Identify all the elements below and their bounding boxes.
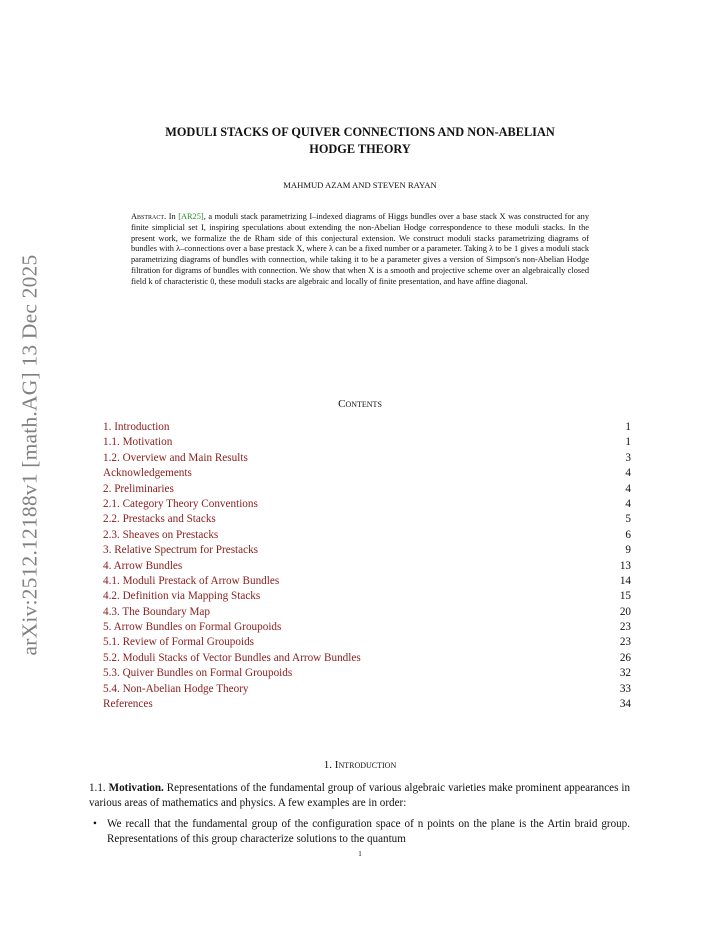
- paper-title: [100, 124, 620, 158]
- toc-row[interactable]: [103, 682, 631, 697]
- toc-row[interactable]: [103, 589, 631, 604]
- toc-page-number: 1: [625, 436, 631, 449]
- toc-row[interactable]: [103, 605, 631, 620]
- toc-row[interactable]: [103, 559, 631, 574]
- abstract-citation-link[interactable]: [AR25]: [178, 212, 204, 221]
- toc-page-number: 20: [619, 605, 631, 618]
- page-number: 1: [358, 849, 362, 858]
- section-heading: [100, 759, 620, 771]
- toc-entry-link[interactable]: 4.3. The Boundary Map: [103, 605, 210, 618]
- toc-entry-link[interactable]: 4.1. Moduli Prestack of Arrow Bundles: [103, 574, 280, 587]
- toc-entry-link[interactable]: 1. Introduction: [103, 421, 170, 433]
- toc-row[interactable]: [103, 435, 631, 450]
- toc-page-number: 5: [625, 513, 631, 526]
- toc-row[interactable]: [103, 651, 631, 666]
- toc-entry-link[interactable]: 2.3. Sheaves on Prestacks: [103, 528, 219, 541]
- toc-row[interactable]: [103, 528, 631, 543]
- toc-row[interactable]: [103, 620, 631, 635]
- abstract: [131, 212, 589, 288]
- subsection-title: Motivation.: [108, 782, 164, 794]
- paper-authors: MAHMUD AZAM AND STEVEN RAYAN: [283, 180, 437, 190]
- toc-entry-link[interactable]: 5.1. Review of Formal Groupoids: [103, 636, 255, 649]
- toc-entry-link[interactable]: 4. Arrow Bundles: [103, 559, 183, 572]
- toc-entry-link[interactable]: 4.2. Definition via Mapping Stacks: [103, 590, 261, 603]
- toc-row[interactable]: [103, 482, 631, 497]
- toc-page-number: 3: [625, 451, 631, 464]
- contents-heading: Contents: [338, 398, 382, 410]
- bullet-text: We recall that the fundamental group of the configuration space of n points on the plane is the Artin braid group. Representations of this group characterize solutions to the quantum: [107, 818, 630, 846]
- toc-page-number: 6: [625, 528, 631, 541]
- toc-entry-link[interactable]: 2.1. Category Theory Conventions: [103, 497, 258, 510]
- section-heading-text: 1. Introduction: [323, 759, 397, 771]
- table-of-contents: [103, 420, 631, 712]
- toc-row[interactable]: [103, 543, 631, 558]
- toc-entry-link[interactable]: 5.4. Non-Abelian Hodge Theory: [103, 682, 249, 695]
- toc-page-number: 15: [619, 590, 631, 603]
- arxiv-identifier-stamp: [10, 245, 50, 665]
- toc-entry-link[interactable]: 2.2. Prestacks and Stacks: [103, 513, 216, 526]
- toc-entry-link[interactable]: 2. Preliminaries: [103, 482, 174, 495]
- toc-row[interactable]: [103, 666, 631, 681]
- subsection-text: Representations of the fundamental group of various algebraic varieties make prominent appearances in various areas of mathematics and physics. A few examples are in order:: [89, 782, 630, 810]
- arxiv-identifier-text: arXiv:2512.12188v1 [math.AG] 13 Dec 2025: [17, 254, 42, 656]
- toc-row[interactable]: [103, 420, 631, 435]
- toc-entry-link[interactable]: 5. Arrow Bundles on Formal Groupoids: [103, 621, 282, 634]
- bullet-dot-icon: •: [93, 818, 97, 830]
- toc-entry-link[interactable]: 5.2. Moduli Stacks of Vector Bundles and Arrow Bundles: [103, 651, 361, 664]
- toc-row[interactable]: [103, 574, 631, 589]
- motivation-paragraph: [89, 781, 630, 811]
- bullet-item: [93, 817, 630, 847]
- toc-row[interactable]: [103, 635, 631, 650]
- abstract-text: , a moduli stack parametrizing I–indexed diagrams of Higgs bundles over a base stack X was constructed for any finite simplicial set I, inspiring speculations about extending the non-Abelian Hodge correspondence to these moduli stacks. In the present work, we formalize the de Rham side of this conjectural extension. We construct moduli stacks parametrizing diagrams of bundles with λ–connections over a base prestack X, where λ can be a fixed number or a parameter. Taking λ to be 1 gives a moduli stack parametrizing diagrams of bundles with connection, while taking it to be a parameter gives a version of Simpson's non-Abelian Hodge filtration for digrams of bundles with connection. We show that when X is a smooth and projective scheme over an algebraically closed field k of characteristic 0, these moduli stacks are algebraic and locally of finite presentation, and have affine diagonal.: [131, 212, 589, 286]
- subsection-number: 1.1.: [89, 782, 106, 794]
- toc-page-number: 14: [619, 574, 631, 587]
- toc-page-number: 34: [619, 698, 631, 711]
- toc-page-number: 32: [619, 667, 631, 680]
- toc-page-number: 4: [625, 482, 631, 495]
- abstract-text-before: In: [168, 212, 179, 221]
- abstract-label: Abstract.: [131, 212, 167, 221]
- toc-entry-link[interactable]: 5.3. Quiver Bundles on Formal Groupoids: [103, 667, 293, 680]
- toc-row[interactable]: [103, 697, 631, 712]
- toc-row[interactable]: [103, 512, 631, 527]
- title-line-2: HODGE THEORY: [309, 142, 411, 156]
- toc-page-number: 1: [625, 421, 631, 433]
- toc-page-number: 23: [619, 621, 631, 634]
- toc-page-number: 4: [625, 467, 631, 480]
- toc-row[interactable]: [103, 466, 631, 481]
- toc-entry-link[interactable]: Acknowledgements: [103, 467, 192, 480]
- toc-row[interactable]: [103, 497, 631, 512]
- toc-page-number: 33: [619, 682, 631, 695]
- toc-row[interactable]: [103, 451, 631, 466]
- toc-entry-link[interactable]: 1.2. Overview and Main Results: [103, 451, 248, 464]
- toc-page-number: 26: [619, 651, 631, 664]
- toc-page-number: 13: [619, 559, 631, 572]
- toc-page-number: 4: [625, 497, 631, 510]
- toc-entry-link[interactable]: References: [103, 698, 153, 711]
- toc-page-number: 23: [619, 636, 631, 649]
- toc-entry-link[interactable]: 1.1. Motivation: [103, 436, 173, 449]
- title-line-1: MODULI STACKS OF QUIVER CONNECTIONS AND NON-ABELIAN: [165, 125, 555, 139]
- toc-entry-link[interactable]: 3. Relative Spectrum for Prestacks: [103, 544, 259, 557]
- toc-page-number: 9: [625, 544, 631, 557]
